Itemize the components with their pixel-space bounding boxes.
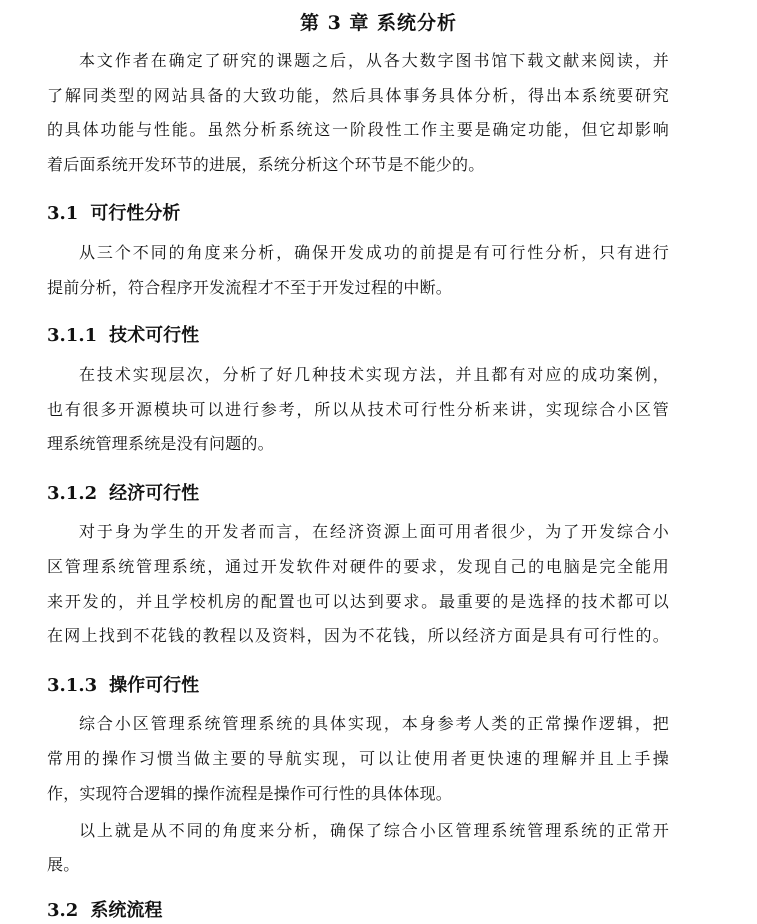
s312-line-2: 区管理系统管理系统，通过开发软件对硬件的要求，发现自己的电脑是完全能用 [47, 557, 669, 576]
s313-closing-line-1: 以上就是从不同的角度来分析，确保了综合小区管理系统管理系统的正常开 [79, 821, 669, 840]
s312-line-3: 来开发的，并且学校机房的配置也可以达到要求。最重要的是选择的技术都可以 [47, 592, 669, 611]
s312-line-1: 对于身为学生的开发者而言，在经济资源上面可用者很少，为了开发综合小 [79, 522, 669, 541]
section-heading-3-1-3 [47, 674, 199, 698]
s313-line-1: 综合小区管理系统管理系统的具体实现，本身参考人类的正常操作逻辑，把 [79, 714, 669, 733]
section-heading-3-1 [47, 202, 180, 226]
section-heading-3-1-1 [47, 324, 199, 348]
s313-line-2: 常用的操作习惯当做主要的导航实现，可以让使用者更快速的理解并且上手操 [47, 749, 669, 768]
section-number: 3.2 [47, 900, 79, 921]
s311-line-1: 在技术实现层次，分析了好几种技术实现方法，并且都有对应的成功案例， [79, 365, 669, 384]
section-title: 技术可行性 [109, 325, 200, 346]
section-title: 可行性分析 [90, 203, 181, 224]
s311-line-3: 理系统管理系统是没有问题的。 [47, 434, 274, 453]
section-number: 3.1.1 [47, 325, 98, 346]
s31-line-1: 从三个不同的角度来分析，确保开发成功的前提是有可行性分析，只有进行 [79, 243, 669, 262]
intro-line-1: 本文作者在确定了研究的课题之后，从各大数字图书馆下载文献来阅读，并 [79, 51, 669, 70]
s312-line-4: 在网上找到不花钱的教程以及资料，因为不花钱，所以经济方面是具有可行性的。 [47, 626, 669, 645]
section-number: 3.1.2 [47, 483, 98, 504]
intro-line-2: 了解同类型的网站具备的大致功能，然后具体事务具体分析，得出本系统要研究 [47, 86, 669, 105]
s31-line-2: 提前分析，符合程序开发流程才不至于开发过程的中断。 [47, 278, 453, 297]
section-title: 系统流程 [90, 900, 163, 921]
intro-line-3: 的具体功能与性能。虽然分析系统这一阶段性工作主要是确定功能，但它却影响 [47, 120, 669, 139]
s311-line-2: 也有很多开源模块可以进行参考，所以从技术可行性分析来讲，实现综合小区管 [47, 400, 669, 419]
s313-line-3: 作，实现符合逻辑的操作流程是操作可行性的具体体现。 [47, 784, 453, 803]
section-title: 经济可行性 [109, 483, 200, 504]
intro-line-4: 着后面系统开发环节的进展，系统分析这个环节是不能少的。 [47, 155, 485, 174]
s313-closing-line-2: 展。 [47, 855, 80, 874]
section-heading-3-2 [47, 899, 162, 923]
section-number: 3.1.3 [47, 675, 98, 696]
section-heading-3-1-2 [47, 482, 199, 506]
section-title: 操作可行性 [109, 675, 200, 696]
section-number: 3.1 [47, 203, 79, 224]
chapter-title: 第 3 章 系统分析 [299, 12, 458, 34]
